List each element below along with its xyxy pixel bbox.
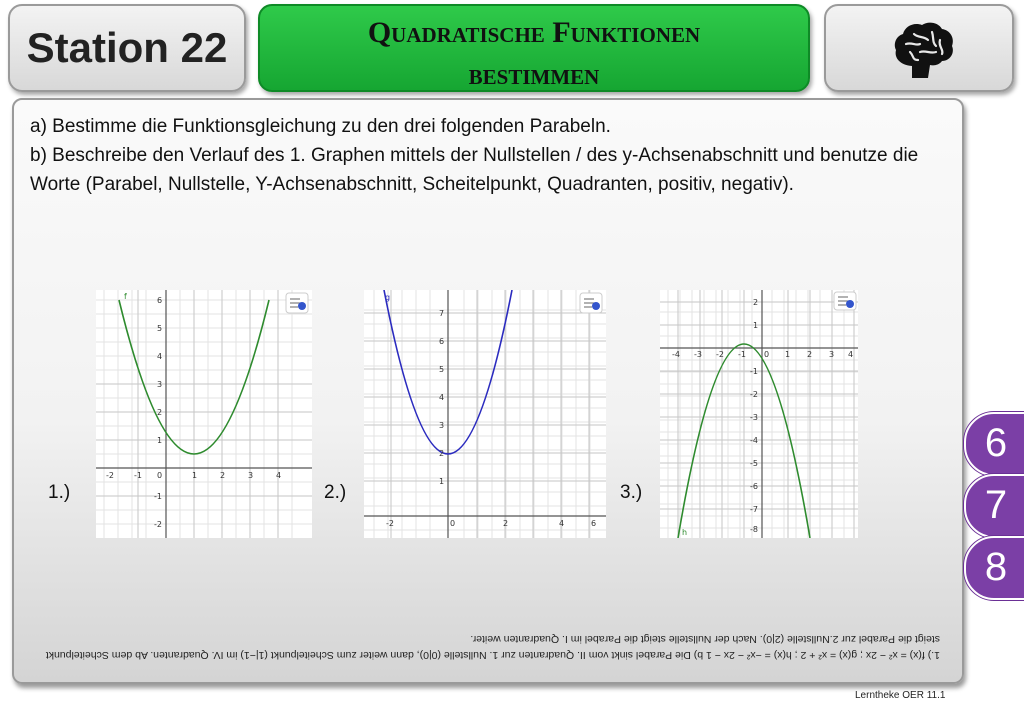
- graph-3-settings-icon: [834, 292, 856, 310]
- y-tick: -4: [750, 436, 758, 445]
- graph-2: [364, 290, 606, 538]
- y-tick: -5: [750, 459, 758, 468]
- y-tick: 1: [439, 477, 445, 486]
- station-label: Station 22: [26, 24, 228, 71]
- x-tick: -3: [694, 350, 702, 359]
- y-tick: 3: [439, 421, 445, 430]
- station-tab-8[interactable]: 8: [964, 536, 1024, 600]
- x-tick: 1: [785, 350, 791, 359]
- x-tick: -2: [716, 350, 724, 359]
- x-tick: -1: [134, 471, 142, 480]
- x-tick: -1: [738, 350, 746, 359]
- y-tick: -3: [750, 413, 758, 422]
- y-tick: 5: [157, 324, 163, 333]
- y-tick: 4: [439, 393, 445, 402]
- y-tick: 6: [439, 337, 445, 346]
- x-tick: 4: [848, 350, 854, 359]
- graph-2-settings-icon: [580, 293, 602, 313]
- x-tick: -4: [672, 350, 680, 359]
- y-tick: -1: [750, 367, 758, 376]
- station-badge: [8, 4, 246, 92]
- graph-3-name: h: [682, 528, 688, 537]
- task-a: a) Bestimme die Funktionsgleichung zu den drei folgenden Parabeln.: [30, 116, 611, 137]
- y-tick: -7: [750, 505, 758, 514]
- y-tick: -1: [154, 492, 162, 501]
- x-tick: 0: [157, 471, 163, 480]
- task-b: b) Beschreibe den Verlauf des 1. Graphen mittels der Nullstellen / des y-Achsenabschnitt und benutze die Worte (Parabel, Nullstelle, Y-Achsenabschnitt, Scheitelpunkt, Quadranten, positiv, negativ).: [30, 145, 919, 195]
- graph-1-name: f: [124, 292, 127, 301]
- y-tick: 2: [753, 298, 759, 307]
- y-tick: 4: [157, 352, 163, 361]
- footer-credit: Lerntheke OER 11.1: [855, 690, 946, 701]
- y-tick: 5: [439, 365, 445, 374]
- x-tick: 4: [276, 471, 282, 480]
- x-tick: 2: [220, 471, 226, 480]
- x-tick: 2: [503, 519, 509, 528]
- x-tick: -2: [106, 471, 114, 480]
- y-tick: -6: [750, 482, 758, 491]
- y-tick: 7: [439, 309, 445, 318]
- graph-3-label: 3.): [620, 482, 643, 503]
- answer-line-1: 1.) f(x) = x² − 2x ; g(x) = x² + 2 ; h(x) = −x² − 2x − 1 b) Die Parabel sinkt vom II. Quadranten zur 1. Nullstelle (0|0), dann weiter zum Scheitelpunkt (1|−1) im IV. Quadranten. Ab dem Scheitelpunkt: [45, 649, 940, 661]
- graph-3-plot: [660, 290, 858, 538]
- x-tick: 3: [248, 471, 254, 480]
- station-tab-7[interactable]: 7: [964, 474, 1024, 538]
- graph-1-label: 1.): [48, 482, 71, 503]
- x-tick: 1: [192, 471, 198, 480]
- graph-2-label: 2.): [324, 482, 347, 503]
- y-tick: 1: [753, 321, 759, 330]
- x-tick: 0: [764, 350, 770, 359]
- graph-3: [660, 290, 858, 538]
- task-panel: [12, 98, 964, 684]
- graph-1: [96, 290, 312, 538]
- x-tick: -2: [386, 519, 394, 528]
- y-tick: -2: [154, 520, 162, 529]
- brain-badge: [824, 4, 1014, 92]
- x-tick: 4: [559, 519, 565, 528]
- y-tick: 3: [157, 380, 163, 389]
- title-line-1: Quadratische Funktionen: [367, 16, 701, 49]
- title-banner: [258, 4, 810, 92]
- answer-line-2: steigt die Parabel zur 2.Nullstelle (2|0). Nach der Nullstelle steigt die Parabel im I. Quadranten weiter.: [470, 633, 940, 645]
- graph-1-settings-icon: [286, 293, 308, 313]
- graph-1-plot: [96, 290, 312, 538]
- x-tick: 3: [829, 350, 835, 359]
- x-tick: 2: [807, 350, 813, 359]
- graph-2-name: g: [385, 293, 391, 302]
- y-tick: -2: [750, 390, 758, 399]
- title-line-2: bestimmen: [468, 58, 600, 91]
- y-tick: 1: [157, 436, 163, 445]
- y-tick: 2: [157, 408, 163, 417]
- x-tick: 0: [450, 519, 456, 528]
- station-tab-6[interactable]: 6: [964, 412, 1024, 476]
- brain-icon: [892, 20, 956, 80]
- y-tick: 2: [439, 449, 445, 458]
- y-tick: -8: [750, 525, 758, 534]
- x-tick: 6: [591, 519, 597, 528]
- y-tick: 6: [157, 296, 163, 305]
- graph-2-plot: [364, 290, 606, 538]
